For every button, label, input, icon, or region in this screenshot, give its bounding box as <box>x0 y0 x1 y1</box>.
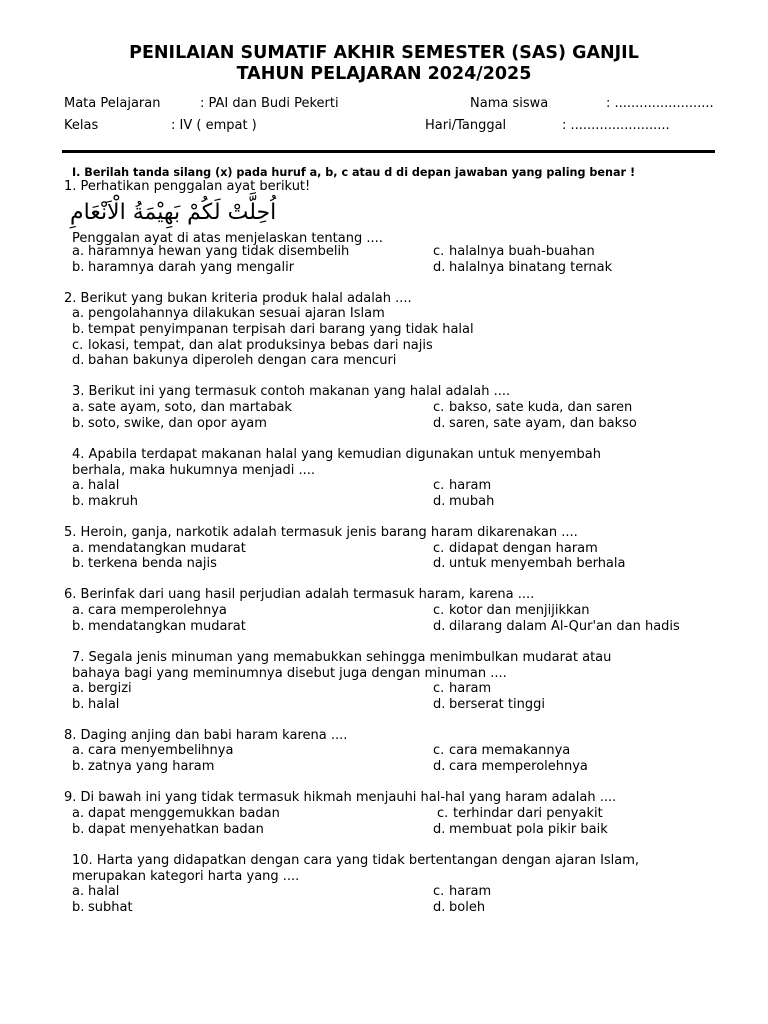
q7-option-a: a. bergizi <box>72 681 132 696</box>
question-1: 1. Perhatikan penggalan ayat berikut! <box>64 179 311 194</box>
q5-option-b: b. terkena benda najis <box>72 556 217 571</box>
q6-option-b: b. mendatangkan mudarat <box>72 619 246 634</box>
question-2: 2. Berikut yang bukan kriteria produk halal adalah .... <box>64 291 412 306</box>
q10-option-c: c. haram <box>433 884 492 899</box>
q10-option-d: d. boleh <box>433 900 486 915</box>
q7-option-b: b. halal <box>72 697 120 712</box>
q1-option-b: b. haramnya darah yang mengalir <box>72 260 295 275</box>
q3-option-c: c. bakso, sate kuda, dan saren <box>433 400 633 415</box>
question-4: 4. Apabila terdapat makanan halal yang kemudian digunakan untuk menyembah <box>72 447 601 462</box>
instruction-text: I. Berilah tanda silang (x) pada huruf a, b, c atau d di depan jawaban yang paling benar ! <box>72 166 636 179</box>
question-10: 10. Harta yang didapatkan dengan cara yang tidak bertentangan dengan ajaran Islam, <box>72 853 640 868</box>
q4-option-c: c. haram <box>433 478 492 493</box>
subject-label: Mata Pelajaran <box>64 96 161 111</box>
q6-option-a: a. cara memperolehnya <box>72 603 227 618</box>
q5-option-a: a. mendatangkan mudarat <box>72 541 246 556</box>
class-value: : IV ( empat ) <box>171 118 257 133</box>
q7-option-c: c. haram <box>433 681 492 696</box>
question-4-line-2: berhala, maka hukumnya menjadi .... <box>72 463 315 478</box>
q6-option-c: c. kotor dan menjijikkan <box>433 603 590 618</box>
q1-option-a: a. haramnya hewan yang tidak disembelih <box>72 244 350 259</box>
question-1-followup: Penggalan ayat di atas menjelaskan tentang .... <box>72 231 383 246</box>
q4-option-b: b. makruh <box>72 494 138 509</box>
academic-year-title: TAHUN PELAJARAN 2024/2025 <box>236 64 532 84</box>
q8-option-c: c. cara memakannya <box>433 743 571 758</box>
q2-option-c: c. lokasi, tempat, dan alat produksinya bebas dari najis <box>72 338 433 353</box>
date-value: : ........................ <box>562 118 670 133</box>
q2-option-d: d. bahan bakunya diperoleh dengan cara mencuri <box>72 353 397 368</box>
q3-option-a: a. sate ayam, soto, dan martabak <box>72 400 292 415</box>
q9-option-b: b. dapat menyehatkan badan <box>72 822 264 837</box>
q3-option-b: b. soto, swike, dan opor ayam <box>72 416 267 431</box>
student-name-label: Nama siswa <box>470 96 549 111</box>
q2-option-a: a. pengolahannya dilakukan sesuai ajaran Islam <box>72 306 385 321</box>
q7-option-d: d. berserat tinggi <box>433 697 545 712</box>
q9-option-a: a. dapat menggemukkan badan <box>72 806 280 821</box>
question-5: 5. Heroin, ganja, narkotik adalah termasuk jenis barang haram dikarenakan .... <box>64 525 578 540</box>
q4-option-d: d. mubah <box>433 494 495 509</box>
question-6: 6. Berinfak dari uang hasil perjudian adalah termasuk haram, karena .... <box>64 587 535 602</box>
q2-option-b: b. tempat penyimpanan terpisah dari barang yang tidak halal <box>72 322 474 337</box>
q6-option-d: d. dilarang dalam Al-Qur'an dan hadis <box>433 619 680 634</box>
q3-option-d: d. saren, sate ayam, dan bakso <box>433 416 637 431</box>
exam-title: PENILAIAN SUMATIF AKHIR SEMESTER (SAS) GANJIL <box>129 43 639 63</box>
arabic-verse: اُحِلَّتْ لَكُمْ بَهِيْمَةُ الْاَنْعَامِ <box>70 200 277 225</box>
q9-option-d: d. membuat pola pikir baik <box>433 822 608 837</box>
question-9: 9. Di bawah ini yang tidak termasuk hikmah menjauhi hal-hal yang haram adalah .... <box>64 790 617 805</box>
q10-option-a: a. halal <box>72 884 120 899</box>
q10-option-b: b. subhat <box>72 900 133 915</box>
question-10-line-2: merupakan kategori harta yang .... <box>72 869 300 884</box>
q5-option-c: c. didapat dengan haram <box>433 541 598 556</box>
q8-option-d: d. cara memperolehnya <box>433 759 588 774</box>
question-3: 3. Berikut ini yang termasuk contoh makanan yang halal adalah .... <box>72 384 511 399</box>
q1-option-d: d. halalnya binatang ternak <box>433 260 613 275</box>
q9-option-c: c. terhindar dari penyakit <box>437 806 603 821</box>
class-label: Kelas <box>64 118 99 133</box>
q5-option-d: d. untuk menyembah berhala <box>433 556 626 571</box>
student-name-value: : ........................ <box>606 96 714 111</box>
q8-option-a: a. cara menyembelihnya <box>72 743 234 758</box>
q1-option-c: c. halalnya buah-buahan <box>433 244 595 259</box>
q8-option-b: b. zatnya yang haram <box>72 759 215 774</box>
question-7-line-2: bahaya bagi yang meminumnya disebut juga dengan minuman .... <box>72 666 507 681</box>
header-divider <box>62 150 715 153</box>
subject-value: : PAI dan Budi Pekerti <box>200 96 339 111</box>
q4-option-a: a. halal <box>72 478 120 493</box>
date-label: Hari/Tanggal <box>425 118 507 133</box>
question-8: 8. Daging anjing dan babi haram karena .... <box>64 728 348 743</box>
question-7: 7. Segala jenis minuman yang memabukkan sehingga menimbulkan mudarat atau <box>72 650 612 665</box>
